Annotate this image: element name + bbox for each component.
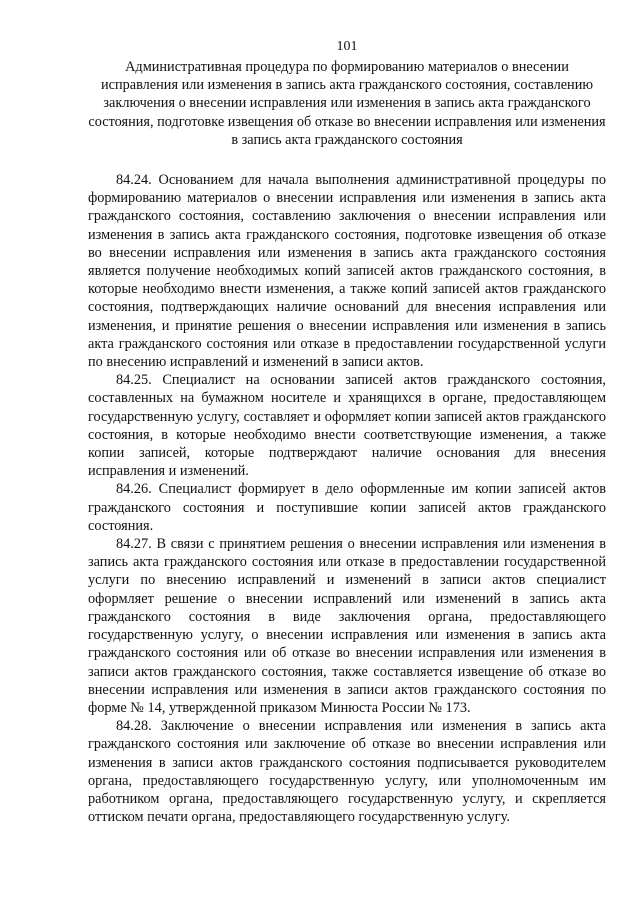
paragraph-84-25: 84.25. Специалист на основании записей актов гражданского состояния, составленных на бумажном носителе и хранящихся в органе, предоставляющем государственную услугу, составляет и оформляет копии записей актов гражданского состояния, в которые необходимо внести соответствующие изменения, а также копии записей, которые подтверждают наличие основания для внесения исправления и изменений. xyxy=(88,372,606,480)
paragraph-84-24: 84.24. Основанием для начала выполнения административной процедуры по формированию материалов о внесении исправления или изменения в запись акта гражданского состояния, составлению заключения о внесении исправления или изменения в запись акта гражданского состояния, подготовке извещения об отказе во внесении исправления или изменения в запись акта гражданского состояния является получение необходимых копий записей актов гражданского состояния, в которые необходимо внести изменения, а также копий записей актов гражданского состояния, подтверждающих наличие оснований для внесения исправления или изменения, и принятие решения о внесении исправления или изменения в запись акта гражданского состояния или отказе в предоставлении государственной услуги по внесению исправлений и изменений в записи актов. xyxy=(88,172,606,371)
paragraph-84-28: 84.28. Заключение о внесении исправления или изменения в запись акта гражданского состояния или заключение об отказе во внесении исправления или изменения в записи актов гражданского состояния подписывается руководителем органа, предоставляющего государственную услугу, или уполномоченным им работником органа, предоставляющего государственную услугу, и скрепляется оттиском печати органа, предоставляющего государственную услугу. xyxy=(88,718,606,826)
paragraph-84-27: 84.27. В связи с принятием решения о внесении исправления или изменения в запись акта гражданского состояния или отказе в предоставлении государственной услуги по внесению исправлений и изменений в записи актов специалист оформляет решение о внесении исправлений или изменений в запись акта гражданского состояния в виде заключения органа, предоставляющего государственную услугу, о внесении исправления или изменения в запись акта гражданского состояния или об отказе во внесении исправления или изменения в записи актов гражданского состояния, также составляется извещение об отказе во внесении исправления или изменения в записи актов гражданского состояния по форме № 14, утвержденной приказом Минюста России № 173. xyxy=(88,536,606,716)
page-number: 101 xyxy=(336,39,358,54)
section-title: Административная процедура по формированию материалов о внесении исправления или изменения в запись акта гражданского состояния, составлению заключения о внесении исправления или изменения в запись акта гражданского состояния, подготовке извещения об отказе во внесении исправления или изменения в запись акта гражданского состояния xyxy=(88,59,606,148)
paragraph-84-26: 84.26. Специалист формирует в дело оформленные им копии записей актов гражданского состояния и поступившие копии записей актов гражданского состояния. xyxy=(88,481,606,534)
